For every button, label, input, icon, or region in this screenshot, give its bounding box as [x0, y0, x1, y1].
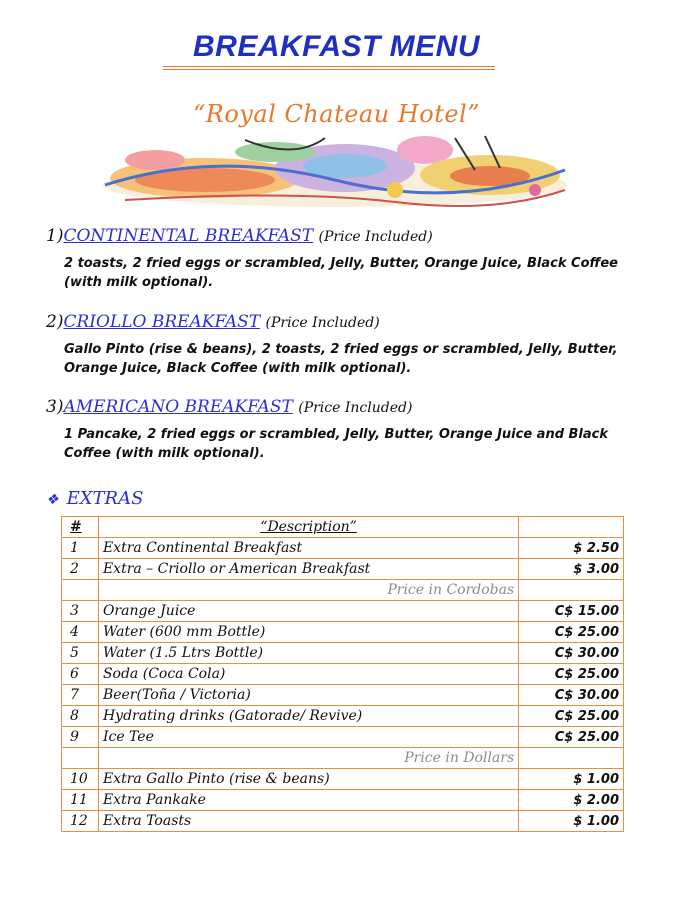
item-number: 5: [62, 643, 99, 664]
price-currency-subheading: Price in Cordobas: [98, 580, 518, 601]
header-number: #: [62, 517, 99, 538]
title-underline: [163, 66, 495, 70]
header-price: [519, 517, 624, 538]
extras-table: [61, 516, 624, 832]
empty-cell: [62, 748, 99, 769]
hotel-name: “Royal Chateau Hotel”: [192, 100, 480, 128]
table-row: [62, 538, 624, 559]
table-row: [62, 643, 624, 664]
empty-cell: [519, 580, 624, 601]
empty-cell: [62, 580, 99, 601]
item-description: Extra Pankake: [98, 790, 518, 811]
item-number: 6: [62, 664, 99, 685]
breakfast-illustration: [95, 130, 575, 212]
section-description: Gallo Pinto (rise & beans), 2 toasts, 2 fried eggs or scrambled, Jelly, Butter, Orange Juice, Black Coffee (with milk optional).: [64, 342, 618, 376]
extras-title: EXTRAS: [66, 488, 144, 509]
section-description: 2 toasts, 2 fried eggs or scrambled, Jelly, Butter, Orange Juice, Black Coffee (with milk optional).: [64, 256, 618, 290]
table-row: [62, 622, 624, 643]
item-description: Orange Juice: [98, 601, 518, 622]
section-number: 3): [46, 397, 64, 417]
section-name: CONTINENTAL BREAKFAST: [63, 226, 314, 246]
table-row: [62, 664, 624, 685]
header-description: “Description”: [98, 517, 518, 538]
item-number: 10: [62, 769, 99, 790]
empty-cell: [519, 748, 624, 769]
item-description: Hydrating drinks (Gatorade/ Revive): [98, 706, 518, 727]
section-americano: [46, 397, 412, 417]
item-price: $ 3.00: [519, 559, 624, 580]
item-description: Soda (Coca Cola): [98, 664, 518, 685]
item-price: C$ 25.00: [519, 622, 624, 643]
table-row: [62, 559, 624, 580]
table-row: [62, 811, 624, 832]
section-number: 2): [46, 312, 64, 332]
item-price: $ 1.00: [519, 769, 624, 790]
table-row: [62, 706, 624, 727]
item-number: 9: [62, 727, 99, 748]
item-description: Extra Gallo Pinto (rise & beans): [98, 769, 518, 790]
section-note: (Price Included): [298, 400, 413, 416]
table-header-row: [62, 517, 624, 538]
table-row: [62, 601, 624, 622]
item-description: Water (600 mm Bottle): [98, 622, 518, 643]
table-row: [62, 685, 624, 706]
item-price: $ 1.00: [519, 811, 624, 832]
section-note: (Price Included): [265, 315, 380, 331]
table-subheading-row: [62, 748, 624, 769]
item-description: Water (1.5 Ltrs Bottle): [98, 643, 518, 664]
item-price: C$ 25.00: [519, 706, 624, 727]
item-price: C$ 30.00: [519, 685, 624, 706]
item-number: 1: [62, 538, 99, 559]
section-name: CRIOLLO BREAKFAST: [63, 312, 261, 332]
item-number: 3: [62, 601, 99, 622]
extras-heading: [46, 488, 143, 509]
section-number: 1): [46, 226, 64, 246]
section-note: (Price Included): [318, 229, 433, 245]
item-number: 12: [62, 811, 99, 832]
section-criollo: [46, 312, 380, 332]
section-description: 1 Pancake, 2 fried eggs or scrambled, Jelly, Butter, Orange Juice and Black Coffee (with milk optional).: [64, 427, 609, 461]
item-description: Extra – Criollo or American Breakfast: [98, 559, 518, 580]
item-description: Extra Continental Breakfast: [98, 538, 518, 559]
item-number: 7: [62, 685, 99, 706]
section-continental: [46, 226, 433, 246]
table-row: [62, 790, 624, 811]
item-price: C$ 25.00: [519, 727, 624, 748]
item-number: 8: [62, 706, 99, 727]
menu-title: BREAKFAST MENU: [192, 30, 480, 63]
item-price: $ 2.50: [519, 538, 624, 559]
diamond-bullet-icon: ❖: [46, 492, 59, 508]
item-price: $ 2.00: [519, 790, 624, 811]
item-number: 2: [62, 559, 99, 580]
table-row: [62, 769, 624, 790]
item-description: Beer(Toña / Victoria): [98, 685, 518, 706]
item-price: C$ 15.00: [519, 601, 624, 622]
item-number: 4: [62, 622, 99, 643]
section-name: AMERICANO BREAKFAST: [63, 397, 293, 417]
price-currency-subheading: Price in Dollars: [98, 748, 518, 769]
item-number: 11: [62, 790, 99, 811]
table-row: [62, 727, 624, 748]
item-price: C$ 25.00: [519, 664, 624, 685]
item-price: C$ 30.00: [519, 643, 624, 664]
item-description: Extra Toasts: [98, 811, 518, 832]
item-description: Ice Tee: [98, 727, 518, 748]
table-subheading-row: [62, 580, 624, 601]
